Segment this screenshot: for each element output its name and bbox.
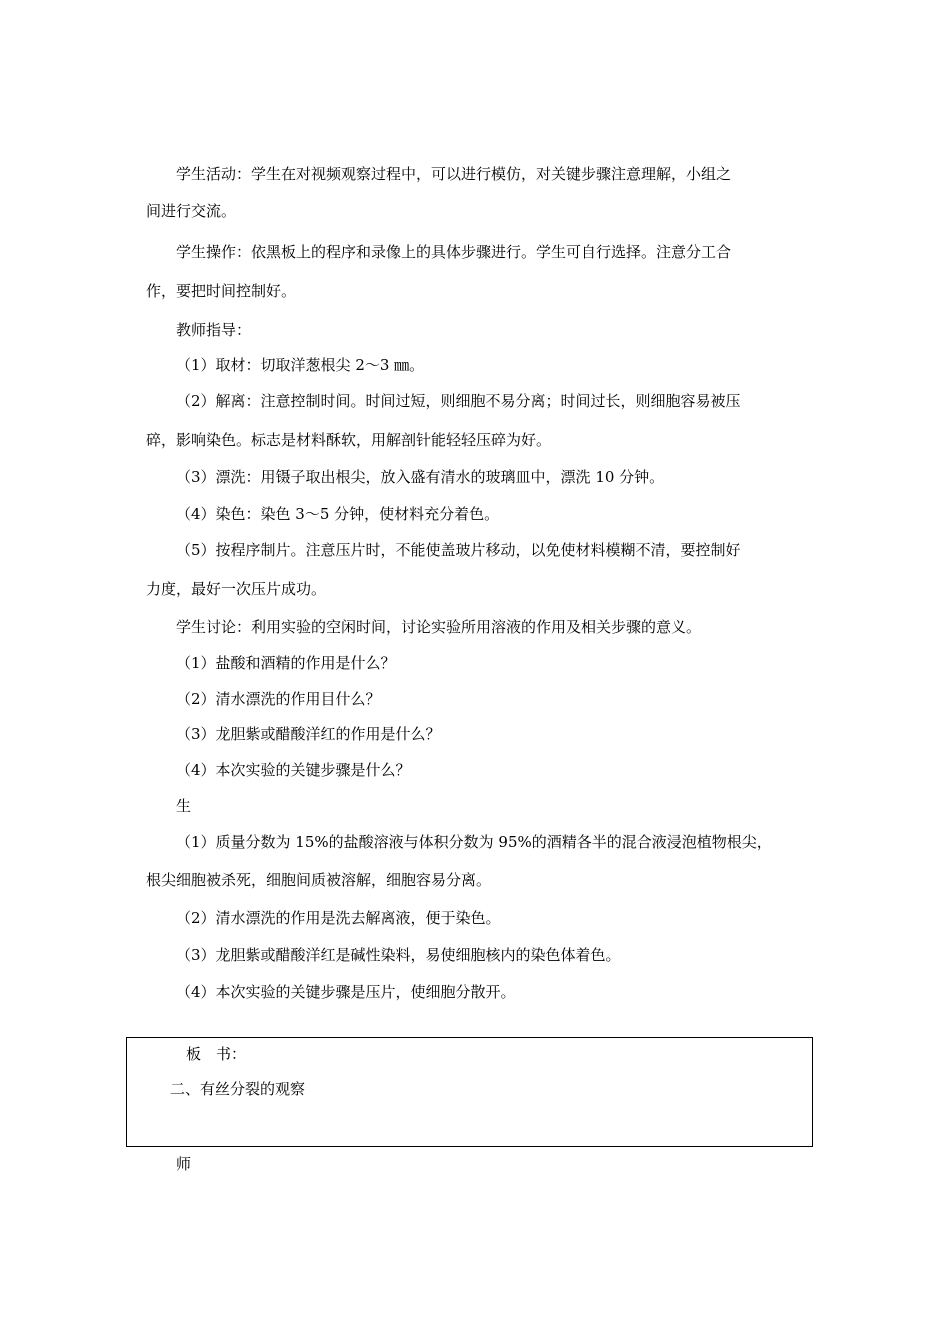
paragraph-line: （4）染色：染色 3～5 分钟，使材料充分着色。	[176, 505, 500, 523]
paragraph-line: （3）龙胆紫或醋酸洋红是碱性染料，易使细胞核内的染色体着色。	[176, 946, 621, 964]
paragraph-line: 作，要把时间控制好。	[146, 282, 297, 300]
paragraph-line: 碎，影响染色。标志是材料酥软，用解剖针能轻轻压碎为好。	[146, 431, 552, 449]
paragraph-line: 学生活动：学生在对视频观察过程中，可以进行模仿，对关键步骤注意理解，小组之	[176, 165, 732, 183]
paragraph-line: （3）漂洗：用镊子取出根尖，放入盛有清水的玻璃皿中，漂洗 10 分钟。	[176, 468, 665, 486]
paragraph-line: 力度，最好一次压片成功。	[146, 580, 327, 598]
paragraph-line: 教师指导：	[176, 321, 252, 339]
paragraph-line: （5）按程序制片。注意压片时，不能使盖玻片移动，以免使材料模糊不清，要控制好	[176, 541, 741, 559]
paragraph-line: （4）本次实验的关键步骤是压片，使细胞分散开。	[176, 983, 516, 1001]
paragraph-line: 生	[176, 797, 192, 815]
footer-text: 师	[176, 1155, 192, 1173]
paragraph-line: （1）质量分数为 15%的盐酸溶液与体积分数为 95%的酒精各半的混合液浸泡植物根尖，	[176, 833, 772, 851]
paragraph-line: 间进行交流。	[146, 202, 237, 220]
paragraph-line: （2）清水漂洗的作用目什么？	[176, 690, 381, 708]
paragraph-line: 学生讨论：利用实验的空闲时间，讨论实验所用溶液的作用及相关步骤的意义。	[176, 618, 702, 636]
board-content: 二、有丝分裂的观察	[170, 1080, 306, 1098]
paragraph-line: 学生操作：依黑板上的程序和录像上的具体步骤进行。学生可自行选择。注意分工合	[176, 243, 732, 261]
paragraph-line: （2）清水漂洗的作用是洗去解离液，便于染色。	[176, 909, 501, 927]
paragraph-line: （2）解离：注意控制时间。时间过短，则细胞不易分离；时间过长，则细胞容易被压	[176, 392, 741, 410]
paragraph-line: （4）本次实验的关键步骤是什么？	[176, 761, 411, 779]
paragraph-line: （1）盐酸和酒精的作用是什么？	[176, 654, 396, 672]
board-label: 板 书：	[186, 1045, 247, 1063]
paragraph-line: 根尖细胞被杀死，细胞间质被溶解，细胞容易分离。	[146, 871, 492, 889]
paragraph-line: （3）龙胆紫或醋酸洋红的作用是什么？	[176, 725, 441, 743]
paragraph-line: （1）取材：切取洋葱根尖 2～3 ㎜。	[176, 356, 425, 374]
